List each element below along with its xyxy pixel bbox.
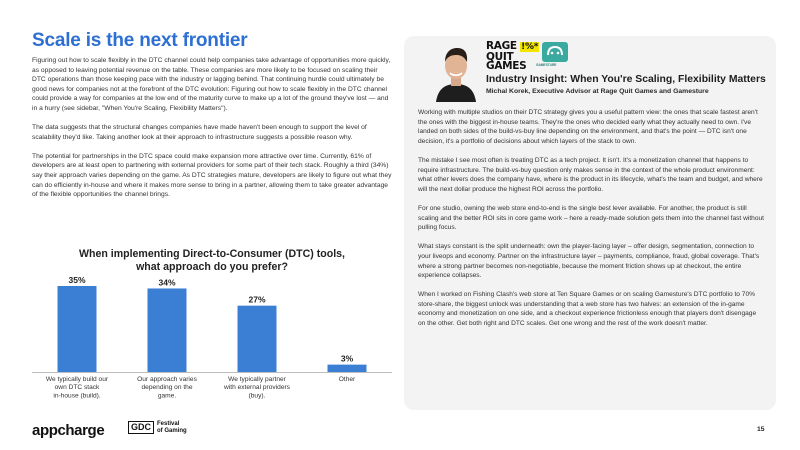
bar-value-label: 34%: [158, 277, 176, 288]
gamesture-logo-icon: [542, 42, 568, 62]
logo-symbols: !%*: [521, 42, 539, 52]
bar: [328, 365, 367, 372]
bar: [238, 306, 277, 372]
body-paragraph: Figuring out how to scale flexibly in the DTC channel could help companies take advantage of opportunities more quickly, as opposed to leaving potential revenue on the table. These companies are more likely to be focused on scaling their DTC operations than those keeping pace with the industry or lagging behind. That continuing hurdle could ultimately be good news for companies not at the forefront of the DTC evolution: Figuring out how to scale flexibly in the DTC channel could provide a way for companies at the low end of the maturity curve to make up a lot of the ground they've lost — and in a hurry (see sidebar, "When You're Scaling, Flexibility Matters").: [32, 57, 391, 112]
sidebar-paragraph: Working with multiple studios on their DTC strategy gives you a useful pattern view: the ones that scale fastest aren't the ones with the biggest in-house teams. They're the ones who decided early what they actually need to own. I've landed on both sides of the build-vs-buy line depending on the environment, and that's the point — DTC isn't one decision, it's a portfolio of decisions about which layers of the stack to own.: [418, 109, 758, 145]
gdc-logo-line: Festival: [157, 421, 180, 428]
gdc-festival-logo: [128, 421, 187, 434]
bar-chart: [32, 276, 392, 411]
chart-title-line: what approach do you prefer?: [136, 261, 288, 273]
category-label: game.: [157, 392, 177, 400]
logo-text: GAMES: [486, 60, 527, 72]
category-label: in-house (build).: [53, 392, 101, 400]
gdc-logo-text: [157, 421, 187, 434]
bar-value-label: 3%: [340, 353, 354, 364]
rage-quit-games-logo: [486, 42, 539, 72]
avatar: [430, 44, 482, 102]
sidebar-paragraph: When I worked on Fishing Clash's web store at Ten Square Games or on scaling Gamesture's DTC portfolio to 70% store-share, the biggest unlock was understanding that a web store has two halves: an extension of the in-game economy and monetization on one side, and a checkout experience frictionless enough that players don't disengage on the other. Get both right and DTC scales. Get one wrong and the rest of the work doesn't matter.: [418, 291, 757, 328]
chart-title: [32, 248, 392, 274]
category-label: with external providers: [224, 384, 290, 392]
category-label: own DTC stack: [54, 384, 100, 392]
category-label: Other: [338, 376, 356, 383]
category-label: (buy).: [248, 392, 266, 400]
body-paragraph: The potential for partnerships in the DTC space could make expansion more attractive over time. Currently, 61% of developers are at least open to partnering with external providers for some part of their tech stack. Roughly a third (34%) say their approach varies depending on the game. As DTC strategies mature, developers are likely to figure out what they can do efficiently in-house and where it makes more sense to bring in a partner, allowing them to take greater advantage of the flexible opportunities the channel brings.: [32, 152, 392, 199]
sidebar-paragraph: What stays constant is the split underneath: own the player-facing layer – offer design, segmentation, connection to your liveops and economy. Partner on the infrastructure layer – payments, compliance, fraud, global coverage. That's where a strong partner becomes non-negotiable, because the moment friction shows up at checkout, the entire experience collapses.: [418, 243, 760, 280]
appcharge-logo: appcharge: [32, 422, 105, 439]
body-text: [32, 56, 392, 209]
category-label: We typically partner: [228, 376, 286, 383]
bar-value-label: 27%: [248, 294, 266, 305]
bar: [58, 286, 97, 372]
sidebar-paragraph: For one studio, owning the web store end-to-end is the single best lever available. For another, the product is still scaling and the better ROI sits in core game work – here a ready-made solution gets them into the channel fast without pulling focus.: [418, 204, 764, 232]
chart-title-line: When implementing Direct-to-Consumer (DTC) tools,: [78, 248, 346, 260]
sidebar-paragraph: The mistake I see most often is treating DTC as a tech project. It isn't. It's a monetization channel that happens to require infrastructure. The build-vs-buy question only makes sense in the context of the whole product environment: what other levers does the company have, where is the product in its lifecycle, what's the team and budget, and where will the next dollar produce the highest ROI across the portfolio.: [418, 156, 763, 193]
page-title: Scale is the next frontier: [32, 30, 248, 51]
sidebar-title: Industry Insight: When You're Scaling, Flexibility Matters: [486, 74, 766, 85]
category-label: We typically build our: [45, 376, 109, 383]
sidebar-body: [418, 108, 764, 338]
category-label: Our approach varies: [137, 376, 197, 383]
logo-text: QUIT: [486, 50, 514, 63]
page-number: 15: [757, 426, 765, 433]
gamesture-logo-text: GAMESTURE: [536, 63, 557, 67]
gdc-logo-box: GDC: [128, 421, 154, 434]
gdc-logo-line: of Gaming: [157, 427, 187, 434]
body-paragraph: The data suggests that the structural changes companies have made haven't been enough to support the level of scalability they'd like. Taking another look at their approach to infrastructure suggests a possible reason why.: [32, 124, 367, 141]
bar-value-label: 35%: [68, 276, 86, 285]
logo-text: RAGE: [486, 40, 517, 52]
sidebar-panel: [404, 36, 776, 410]
sidebar-author: Michal Korek, Executive Advisor at Rage Quit Games and Gamesture: [486, 88, 709, 95]
category-label: depending on the: [141, 384, 193, 392]
bar: [148, 288, 187, 372]
